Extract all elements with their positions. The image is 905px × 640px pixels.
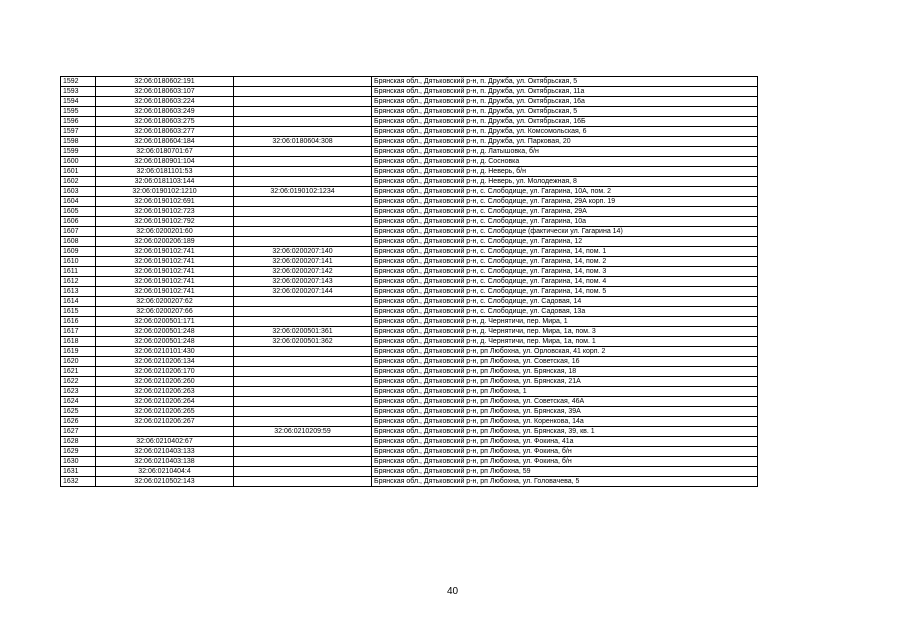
cadastral-number-cell: 32:06:0190102:1210 xyxy=(96,187,234,197)
row-number-cell: 1629 xyxy=(61,447,96,457)
table-row xyxy=(61,427,758,437)
cadastral-number-cell: 32:06:0190102:741 xyxy=(96,287,234,297)
address-cell: Брянская обл., Дятьковский р-н, рп Любохна, 59 xyxy=(372,467,758,477)
table-row xyxy=(61,187,758,197)
address-cell: Брянская обл., Дятьковский р-н, с. Слободище, ул. Гагарина, 14, пом. 5 xyxy=(372,287,758,297)
address-cell: Брянская обл., Дятьковский р-н, д. Чернятичи, пер. Мира, 1а, пом. 1 xyxy=(372,337,758,347)
sub-cadastral-number-cell xyxy=(234,227,372,237)
cadastral-number-cell: 32:06:0180603:224 xyxy=(96,97,234,107)
address-cell: Брянская обл., Дятьковский р-н, д. Чернятичи, пер. Мира, 1 xyxy=(372,317,758,327)
address-cell: Брянская обл., Дятьковский р-н, рп Любохна, ул. Брянская, 21А xyxy=(372,377,758,387)
sub-cadastral-number-cell xyxy=(234,387,372,397)
address-cell: Брянская обл., Дятьковский р-н, с. Слободище, ул. Гагарина, 10а xyxy=(372,217,758,227)
row-number-cell: 1602 xyxy=(61,177,96,187)
cadastral-number-cell: 32:06:0200501:248 xyxy=(96,327,234,337)
table-row xyxy=(61,477,758,487)
table-row xyxy=(61,117,758,127)
registry-table xyxy=(60,76,758,487)
sub-cadastral-number-cell: 32:06:0210209:59 xyxy=(234,427,372,437)
cadastral-number-cell: 32:06:0210206:264 xyxy=(96,397,234,407)
address-cell: Брянская обл., Дятьковский р-н, рп Любохна, ул. Брянская, 39, кв. 1 xyxy=(372,427,758,437)
row-number-cell: 1605 xyxy=(61,207,96,217)
row-number-cell: 1592 xyxy=(61,77,96,87)
row-number-cell: 1607 xyxy=(61,227,96,237)
sub-cadastral-number-cell xyxy=(234,317,372,327)
cadastral-number-cell: 32:06:0200201:60 xyxy=(96,227,234,237)
row-number-cell: 1622 xyxy=(61,377,96,387)
table-row xyxy=(61,337,758,347)
table-row xyxy=(61,457,758,467)
table-row xyxy=(61,147,758,157)
sub-cadastral-number-cell: 32:06:0200501:361 xyxy=(234,327,372,337)
cadastral-number-cell: 32:06:0190102:741 xyxy=(96,277,234,287)
cadastral-number-cell: 32:06:0200501:248 xyxy=(96,337,234,347)
table-row xyxy=(61,157,758,167)
row-number-cell: 1631 xyxy=(61,467,96,477)
row-number-cell: 1608 xyxy=(61,237,96,247)
table-row xyxy=(61,357,758,367)
address-cell: Брянская обл., Дятьковский р-н, с. Слободище, ул. Гагарина, 14, пом. 2 xyxy=(372,257,758,267)
table-row xyxy=(61,267,758,277)
table-row xyxy=(61,217,758,227)
row-number-cell: 1624 xyxy=(61,397,96,407)
sub-cadastral-number-cell xyxy=(234,217,372,227)
address-cell: Брянская обл., Дятьковский р-н, с. Слободище, ул. Садовая, 14 xyxy=(372,297,758,307)
cadastral-number-cell: 32:06:0200206:189 xyxy=(96,237,234,247)
cadastral-number-cell: 32:06:0180603:277 xyxy=(96,127,234,137)
table-row xyxy=(61,347,758,357)
address-cell: Брянская обл., Дятьковский р-н, рп Любохна, ул. Фокина, б/н xyxy=(372,447,758,457)
table-row xyxy=(61,247,758,257)
row-number-cell: 1621 xyxy=(61,367,96,377)
address-cell: Брянская обл., Дятьковский р-н, д. Латышовка, б/н xyxy=(372,147,758,157)
table-row xyxy=(61,287,758,297)
address-cell: Брянская обл., Дятьковский р-н, с. Слободище, ул. Гагарина, 14, пом. 1 xyxy=(372,247,758,257)
row-number-cell: 1598 xyxy=(61,137,96,147)
row-number-cell: 1593 xyxy=(61,87,96,97)
table-row xyxy=(61,137,758,147)
row-number-cell: 1601 xyxy=(61,167,96,177)
cadastral-number-cell: 32:06:0210206:134 xyxy=(96,357,234,367)
cadastral-number-cell: 32:06:0210206:265 xyxy=(96,407,234,417)
row-number-cell: 1616 xyxy=(61,317,96,327)
table-row xyxy=(61,277,758,287)
address-cell: Брянская обл., Дятьковский р-н, п. Дружба, ул. Октябрьская, 16Б xyxy=(372,117,758,127)
row-number-cell: 1620 xyxy=(61,357,96,367)
table-row xyxy=(61,447,758,457)
sub-cadastral-number-cell xyxy=(234,377,372,387)
sub-cadastral-number-cell xyxy=(234,467,372,477)
table-row xyxy=(61,167,758,177)
sub-cadastral-number-cell: 32:06:0180604:308 xyxy=(234,137,372,147)
sub-cadastral-number-cell xyxy=(234,107,372,117)
address-cell: Брянская обл., Дятьковский р-н, с. Слободище, ул. Гагарина, 14, пом. 4 xyxy=(372,277,758,287)
cadastral-number-cell: 32:06:0210206:260 xyxy=(96,377,234,387)
sub-cadastral-number-cell xyxy=(234,447,372,457)
address-cell: Брянская обл., Дятьковский р-н, с. Слободище, ул. Гагарина, 12 xyxy=(372,237,758,247)
sub-cadastral-number-cell: 32:06:0200207:144 xyxy=(234,287,372,297)
cadastral-number-cell: 32:06:0190102:723 xyxy=(96,207,234,217)
table-row xyxy=(61,317,758,327)
address-cell: Брянская обл., Дятьковский р-н, д. Неверь, ул. Молодежная, 8 xyxy=(372,177,758,187)
sub-cadastral-number-cell xyxy=(234,407,372,417)
row-number-cell: 1596 xyxy=(61,117,96,127)
cadastral-number-cell: 32:06:0200207:62 xyxy=(96,297,234,307)
address-cell: Брянская обл., Дятьковский р-н, рп Любохна, ул. Орловская, 41 корп. 2 xyxy=(372,347,758,357)
row-number-cell: 1612 xyxy=(61,277,96,287)
table-row xyxy=(61,87,758,97)
table-row xyxy=(61,367,758,377)
sub-cadastral-number-cell: 32:06:0200501:362 xyxy=(234,337,372,347)
registry-table-body xyxy=(61,77,758,487)
cadastral-number-cell: 32:06:0210206:170 xyxy=(96,367,234,377)
cadastral-number-cell: 32:06:0180603:275 xyxy=(96,117,234,127)
row-number-cell: 1609 xyxy=(61,247,96,257)
sub-cadastral-number-cell xyxy=(234,357,372,367)
cadastral-number-cell: 32:06:0181103:144 xyxy=(96,177,234,187)
sub-cadastral-number-cell xyxy=(234,307,372,317)
address-cell: Брянская обл., Дятьковский р-н, д. Чернятичи, пер. Мира, 1а, пом. 3 xyxy=(372,327,758,337)
address-cell: Брянская обл., Дятьковский р-н, рп Любохна, ул. Брянская, 39А xyxy=(372,407,758,417)
sub-cadastral-number-cell xyxy=(234,437,372,447)
address-cell: Брянская обл., Дятьковский р-н, д. Сосновка xyxy=(372,157,758,167)
cadastral-number-cell: 32:06:0210403:133 xyxy=(96,447,234,457)
address-cell: Брянская обл., Дятьковский р-н, с. Слободище, ул. Гагарина, 14, пом. 3 xyxy=(372,267,758,277)
address-cell: Брянская обл., Дятьковский р-н, п. Дружба, ул. Октябрьская, 16а xyxy=(372,97,758,107)
sub-cadastral-number-cell xyxy=(234,77,372,87)
address-cell: Брянская обл., Дятьковский р-н, с. Слободище (фактически ул. Гагарина 14) xyxy=(372,227,758,237)
table-row xyxy=(61,387,758,397)
table-row xyxy=(61,197,758,207)
sub-cadastral-number-cell: 32:06:0200207:143 xyxy=(234,277,372,287)
sub-cadastral-number-cell xyxy=(234,177,372,187)
sub-cadastral-number-cell xyxy=(234,477,372,487)
table-row xyxy=(61,467,758,477)
cadastral-number-cell: 32:06:0180603:249 xyxy=(96,107,234,117)
row-number-cell: 1632 xyxy=(61,477,96,487)
row-number-cell: 1625 xyxy=(61,407,96,417)
table-row xyxy=(61,107,758,117)
sub-cadastral-number-cell xyxy=(234,297,372,307)
row-number-cell: 1597 xyxy=(61,127,96,137)
address-cell: Брянская обл., Дятьковский р-н, рп Любохна, ул. Брянская, 18 xyxy=(372,367,758,377)
sub-cadastral-number-cell xyxy=(234,237,372,247)
cadastral-number-cell: 32:06:0210404:4 xyxy=(96,467,234,477)
sub-cadastral-number-cell xyxy=(234,147,372,157)
table-row xyxy=(61,207,758,217)
sub-cadastral-number-cell: 32:06:0200207:141 xyxy=(234,257,372,267)
address-cell: Брянская обл., Дятьковский р-н, с. Слободище, ул. Садовая, 13а xyxy=(372,307,758,317)
row-number-cell: 1628 xyxy=(61,437,96,447)
cadastral-number-cell: 32:06:0190102:741 xyxy=(96,257,234,267)
row-number-cell: 1630 xyxy=(61,457,96,467)
sub-cadastral-number-cell xyxy=(234,207,372,217)
page-number: 40 xyxy=(446,586,459,597)
sub-cadastral-number-cell xyxy=(234,167,372,177)
address-cell: Брянская обл., Дятьковский р-н, п. Дружба, ул. Октябрьская, 5 xyxy=(372,107,758,117)
sub-cadastral-number-cell xyxy=(234,417,372,427)
sub-cadastral-number-cell xyxy=(234,127,372,137)
row-number-cell: 1614 xyxy=(61,297,96,307)
cadastral-number-cell: 32:06:0180603:107 xyxy=(96,87,234,97)
address-cell: Брянская обл., Дятьковский р-н, д. Неверь, б/н xyxy=(372,167,758,177)
cadastral-number-cell: 32:06:0210502:143 xyxy=(96,477,234,487)
cadastral-number-cell: 32:06:0180901:104 xyxy=(96,157,234,167)
sub-cadastral-number-cell xyxy=(234,197,372,207)
table-row xyxy=(61,417,758,427)
table-row xyxy=(61,327,758,337)
address-cell: Брянская обл., Дятьковский р-н, п. Дружба, ул. Парковая, 20 xyxy=(372,137,758,147)
address-cell: Брянская обл., Дятьковский р-н, рп Любохна, ул. Советская, 46А xyxy=(372,397,758,407)
cadastral-number-cell: 32:06:0190102:691 xyxy=(96,197,234,207)
row-number-cell: 1603 xyxy=(61,187,96,197)
sub-cadastral-number-cell: 32:06:0190102:1234 xyxy=(234,187,372,197)
cadastral-number-cell: 32:06:0210101:430 xyxy=(96,347,234,357)
address-cell: Брянская обл., Дятьковский р-н, рп Любохна, ул. Советская, 16 xyxy=(372,357,758,367)
row-number-cell: 1604 xyxy=(61,197,96,207)
address-cell: Брянская обл., Дятьковский р-н, рп Любохна, 1 xyxy=(372,387,758,397)
row-number-cell: 1599 xyxy=(61,147,96,157)
row-number-cell: 1627 xyxy=(61,427,96,437)
cadastral-number-cell: 32:06:0180602:191 xyxy=(96,77,234,87)
row-number-cell: 1610 xyxy=(61,257,96,267)
row-number-cell: 1617 xyxy=(61,327,96,337)
table-row xyxy=(61,177,758,187)
table-row xyxy=(61,237,758,247)
cadastral-number-cell: 32:06:0210206:267 xyxy=(96,417,234,427)
row-number-cell: 1606 xyxy=(61,217,96,227)
row-number-cell: 1626 xyxy=(61,417,96,427)
table-row xyxy=(61,97,758,107)
address-cell: Брянская обл., Дятьковский р-н, рп Любохна, ул. Коренкова, 14а xyxy=(372,417,758,427)
address-cell: Брянская обл., Дятьковский р-н, с. Слободище, ул. Гагарина, 29А xyxy=(372,207,758,217)
address-cell: Брянская обл., Дятьковский р-н, с. Слободище, ул. Гагарина, 29А корп. 19 xyxy=(372,197,758,207)
row-number-cell: 1611 xyxy=(61,267,96,277)
address-cell: Брянская обл., Дятьковский р-н, рп Любохна, ул. Фокина, б/н xyxy=(372,457,758,467)
sub-cadastral-number-cell: 32:06:0200207:140 xyxy=(234,247,372,257)
sub-cadastral-number-cell xyxy=(234,117,372,127)
sub-cadastral-number-cell xyxy=(234,347,372,357)
cadastral-number-cell: 32:06:0180604:184 xyxy=(96,137,234,147)
table-row xyxy=(61,127,758,137)
row-number-cell: 1623 xyxy=(61,387,96,397)
cadastral-number-cell xyxy=(96,427,234,437)
address-cell: Брянская обл., Дятьковский р-н, п. Дружба, ул. Октябрьская, 5 xyxy=(372,77,758,87)
table-row xyxy=(61,307,758,317)
table-row xyxy=(61,437,758,447)
row-number-cell: 1619 xyxy=(61,347,96,357)
row-number-cell: 1594 xyxy=(61,97,96,107)
sub-cadastral-number-cell xyxy=(234,367,372,377)
cadastral-number-cell: 32:06:0190102:741 xyxy=(96,267,234,277)
row-number-cell: 1595 xyxy=(61,107,96,117)
table-row xyxy=(61,377,758,387)
address-cell: Брянская обл., Дятьковский р-н, рп Любохна, ул. Фокина, 41а xyxy=(372,437,758,447)
cadastral-number-cell: 32:06:0210206:263 xyxy=(96,387,234,397)
sub-cadastral-number-cell xyxy=(234,397,372,407)
table-row xyxy=(61,297,758,307)
sub-cadastral-number-cell: 32:06:0200207:142 xyxy=(234,267,372,277)
cadastral-number-cell: 32:06:0190102:741 xyxy=(96,247,234,257)
address-cell: Брянская обл., Дятьковский р-н, с. Слободище, ул. Гагарина, 10А, пом. 2 xyxy=(372,187,758,197)
cadastral-number-cell: 32:06:0200501:171 xyxy=(96,317,234,327)
sub-cadastral-number-cell xyxy=(234,457,372,467)
address-cell: Брянская обл., Дятьковский р-н, рп Любохна, ул. Головачева, 5 xyxy=(372,477,758,487)
table-row xyxy=(61,397,758,407)
table-row xyxy=(61,77,758,87)
table-row xyxy=(61,257,758,267)
table-row xyxy=(61,407,758,417)
row-number-cell: 1600 xyxy=(61,157,96,167)
row-number-cell: 1615 xyxy=(61,307,96,317)
cadastral-number-cell: 32:06:0190102:792 xyxy=(96,217,234,227)
cadastral-number-cell: 32:06:0210402:67 xyxy=(96,437,234,447)
address-cell: Брянская обл., Дятьковский р-н, п. Дружба, ул. Октябрьская, 11а xyxy=(372,87,758,97)
sub-cadastral-number-cell xyxy=(234,87,372,97)
cadastral-number-cell: 32:06:0200207:66 xyxy=(96,307,234,317)
cadastral-number-cell: 32:06:0181101:53 xyxy=(96,167,234,177)
table-row xyxy=(61,227,758,237)
row-number-cell: 1613 xyxy=(61,287,96,297)
sub-cadastral-number-cell xyxy=(234,157,372,167)
cadastral-number-cell: 32:06:0180701:67 xyxy=(96,147,234,157)
cadastral-number-cell: 32:06:0210403:138 xyxy=(96,457,234,467)
address-cell: Брянская обл., Дятьковский р-н, п. Дружба, ул. Комсомольская, 6 xyxy=(372,127,758,137)
sub-cadastral-number-cell xyxy=(234,97,372,107)
row-number-cell: 1618 xyxy=(61,337,96,347)
